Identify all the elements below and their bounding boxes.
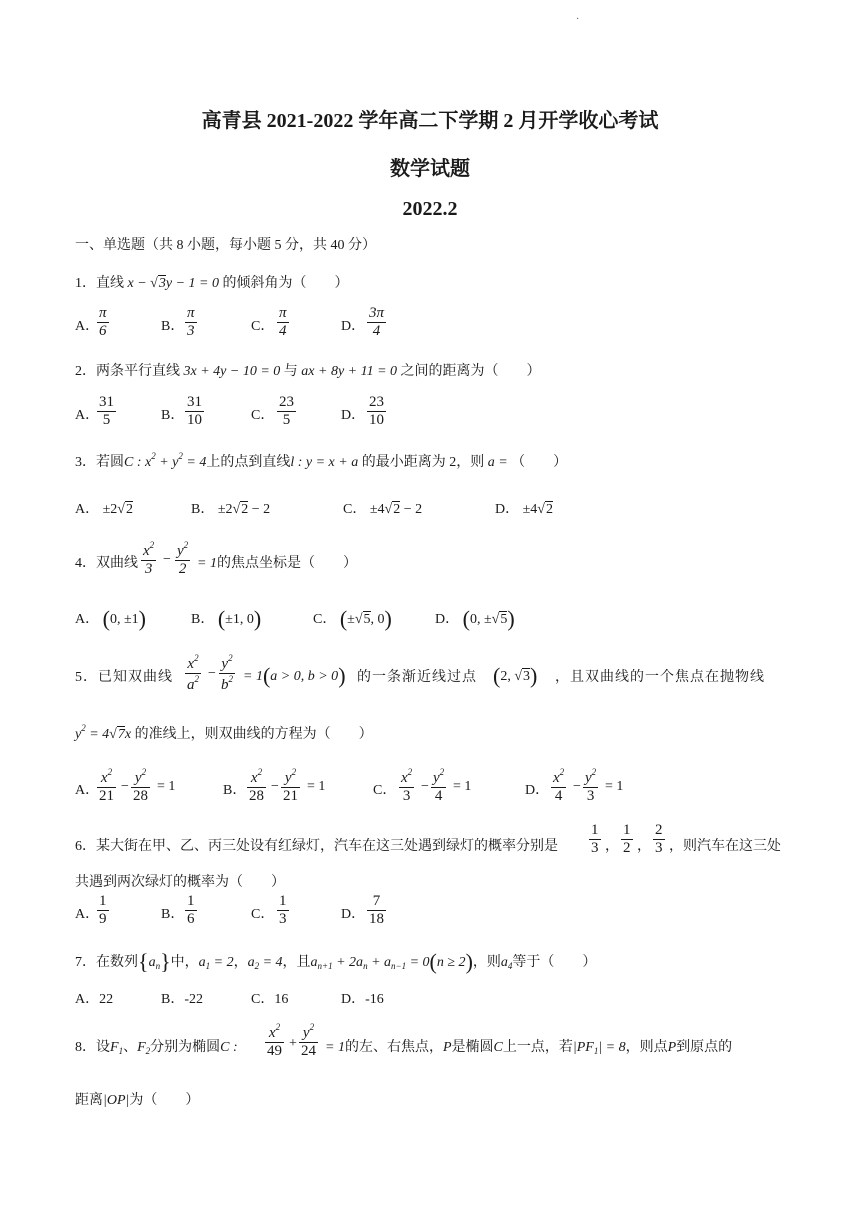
question-8-continued: 距离|OP|为（ ） — [75, 1093, 200, 1108]
exam-subtitle: 数学试题 — [390, 158, 470, 180]
question-5: 5．已知双曲线 $\frac{x^2}{a^2}$ − $\frac{y^2}{b^2}$ = 1(a > 0, b > 0) 的一条渐近线过点 (2, √3) ，且双曲线的一个焦点在抛物线 — [75, 653, 765, 694]
question-6: 6．某大街在甲、乙、丙三处设有红绿灯，汽车在这三处遇到绿灯的概率分别是 $\frac{1}{3}$ ， $\frac{1}{2}$ ， $\frac{2}{3}$ ，则汽车在这三处 — [75, 822, 781, 857]
option-b-value: $\frac{\pi}{3}$ — [187, 305, 195, 340]
option-c: C． — [251, 319, 275, 334]
question-3: 3．若圆C : $x^2 + y^2 = 4$上的点到直线l : y = x + a 的最小距离为 2，则 a = （ ） — [75, 451, 568, 470]
exam-date: 2022.2 — [402, 198, 458, 220]
question-6-continued: 共遇到两次绿灯的概率为（ ） — [75, 875, 285, 890]
math-expression: x − √3y − 1 = 0 — [124, 276, 223, 291]
option-c-value: $\frac{\pi}{4}$ — [279, 305, 287, 340]
corner-mark: · — [576, 14, 580, 25]
section-heading: 一、单选题（共 8 小题，每小题 5 分，共 40 分） — [75, 238, 376, 253]
question-5-continued: $y^2 = 4√7x$ 的准线上，则双曲线的方程为（ ） — [75, 723, 373, 742]
question-1 — [75, 272, 348, 292]
question-number: 1． — [75, 276, 96, 291]
option-b: B． — [161, 319, 185, 334]
question-text: 的倾斜角为（ ） — [222, 276, 349, 291]
option-d-value: $\frac{3\pi}{4}$ — [369, 305, 385, 340]
question-text: 直线 — [96, 276, 124, 291]
question-7: 7．在数列$\{a_n\}$中，$a_1 = 2$，$a_2 = 4$，且$a_{n+1} + 2a_n + a_{n-1} = 0(n \ge 2)$，则$a_4$等于（ ） — [75, 949, 597, 974]
question-8: 8．设$F_1$、$F_2$分别为椭圆C : $\frac{x^2}{49}$ + $\frac{y^2}{24}$ = 1的左、右焦点，P是椭圆C上一点，若$|PF_1| = 8$，则点P到原点的 — [75, 1022, 733, 1060]
option-d: D． — [341, 319, 366, 334]
option-a-value: $\frac{\pi}{6}$ — [99, 305, 107, 340]
exam-title: 高青县 2021-2022 学年高二下学期 2 月开学收心考试 — [201, 110, 659, 132]
question-2: 2．两条平行直线 3x + 4y − 10 = 0 与 ax + 8y + 11 = 0 之间的距离为（ ） — [75, 364, 541, 379]
option-a: A． — [75, 319, 100, 334]
